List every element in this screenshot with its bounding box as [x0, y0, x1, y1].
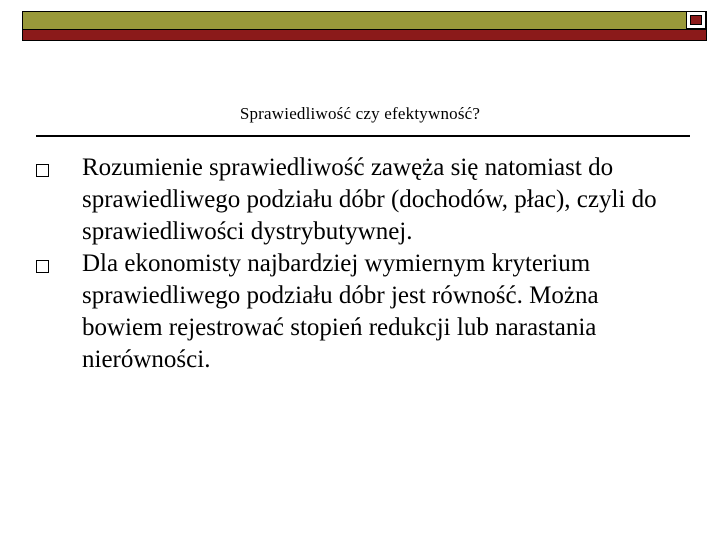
corner-square-decoration: [686, 11, 706, 29]
title-divider: [36, 135, 690, 137]
bullet-text: Rozumienie sprawiedliwość zawęża się natomiast do sprawiedliwego podziału dóbr (dochodów, płac), czyli do sprawiedliwości dystrybutywnej.: [82, 154, 657, 245]
top-decorative-band: [22, 11, 707, 41]
bullet-item: [34, 152, 684, 248]
band-maroon-stripe: [23, 29, 706, 40]
corner-square-inner: [690, 15, 702, 25]
bullet-list: [34, 152, 684, 376]
slide-title: Sprawiedliwość czy efektywność?: [239, 104, 481, 123]
hollow-square-bullet-icon: [36, 164, 49, 177]
bullet-text: Dla ekonomisty najbardziej wymiernym kryterium sprawiedliwego podziału dóbr jest równość. Można bowiem rejestrować stopień redukcji lub narastania nierówności.: [82, 250, 599, 373]
bullet-item: [34, 248, 684, 376]
hollow-square-bullet-icon: [36, 260, 49, 273]
